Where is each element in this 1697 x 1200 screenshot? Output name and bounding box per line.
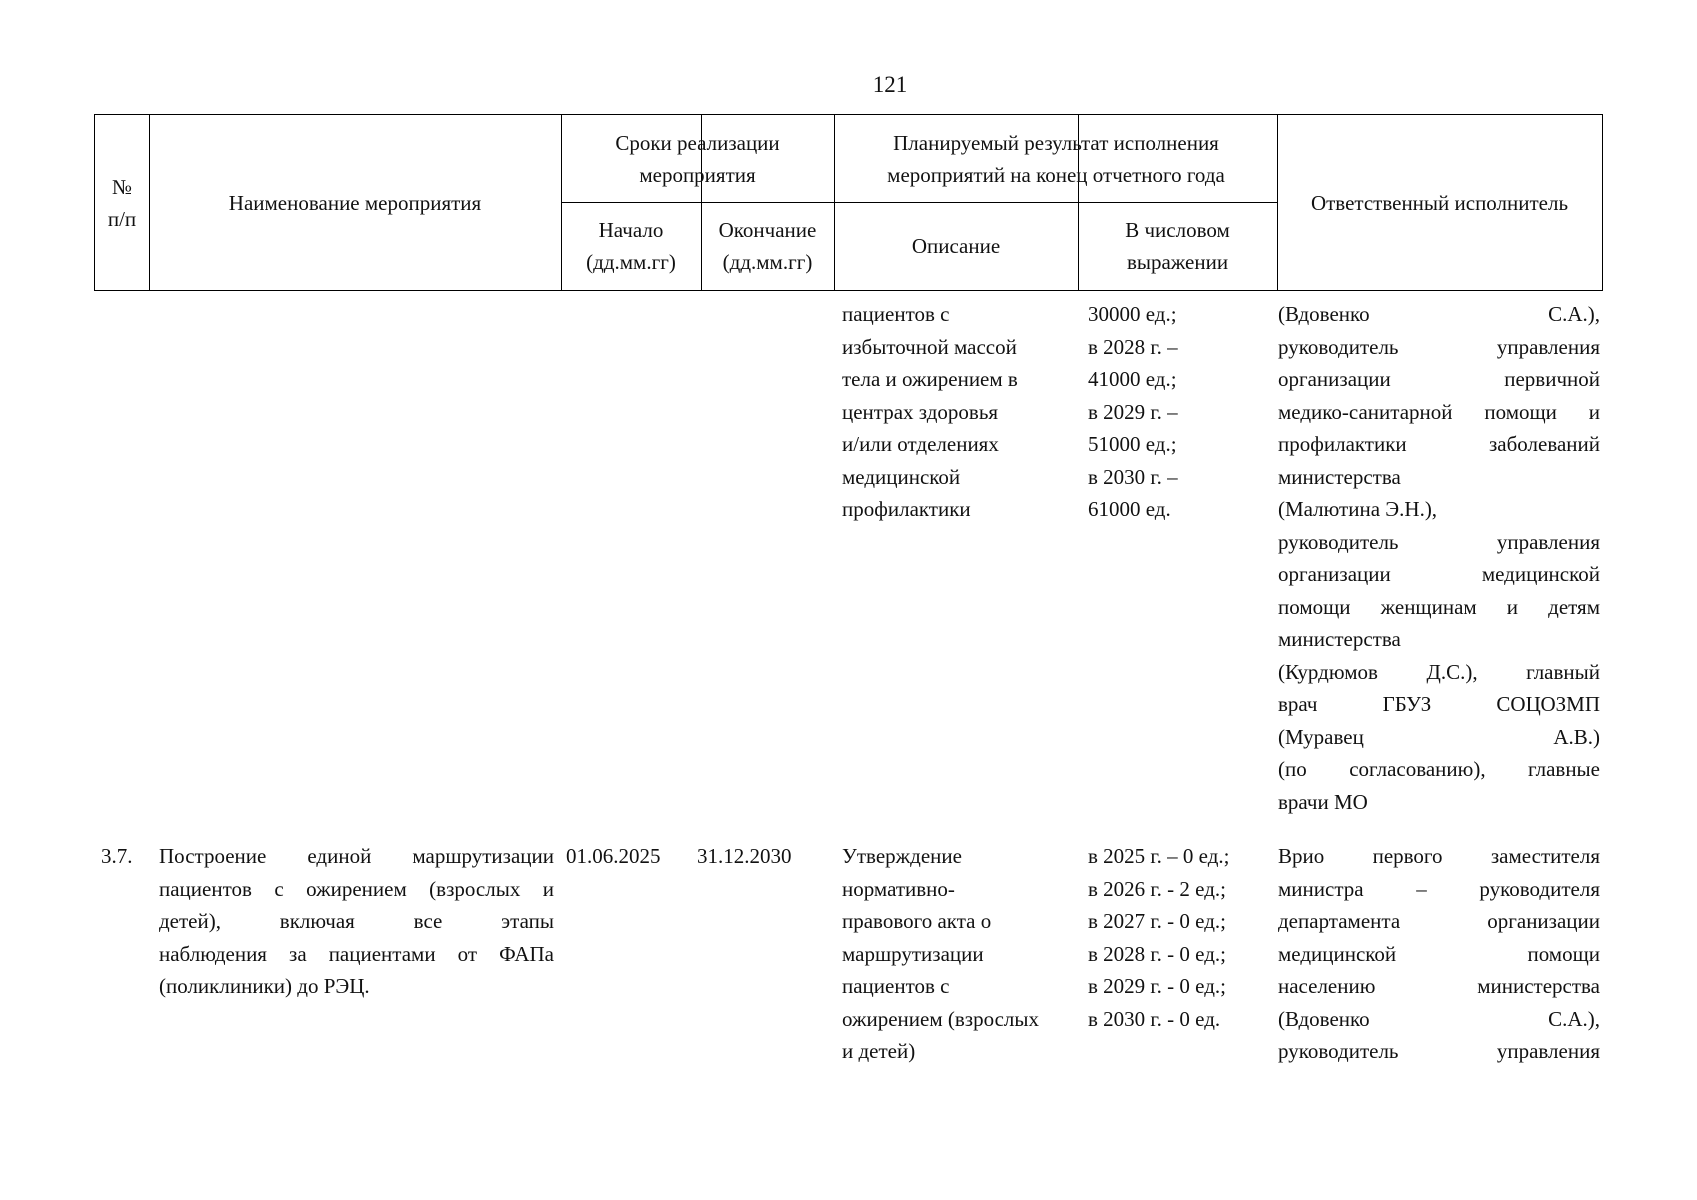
text-line: 30000 ед.;: [1088, 302, 1177, 326]
row-number: 3.7.: [101, 844, 133, 868]
text-line: министерства: [1278, 627, 1401, 651]
header-terms: Сроки реализации мероприятия: [615, 130, 780, 187]
continued-numeric: [1088, 298, 1278, 526]
text-line: медицинской: [842, 464, 961, 489]
text-line: в 2026 г. - 2 ед.;: [1088, 876, 1226, 901]
text-line: профилактики заболеваний: [1278, 432, 1600, 456]
text-line: (поликлиники) до РЭЦ.: [159, 974, 370, 998]
text-line: детей), включая все этапы: [159, 909, 554, 933]
text-line: ожирением (взрослых: [842, 1006, 1040, 1031]
text-line: (Курдюмов Д.С.), главный: [1278, 659, 1600, 684]
text-line: руководитель управления: [1278, 529, 1600, 554]
text-line: Утверждение: [842, 844, 962, 868]
text-line: руководитель управления: [1278, 334, 1600, 359]
text-line: в 2028 г. - 0 ед.;: [1088, 941, 1226, 966]
header-numeric: В числовом выражении: [1125, 218, 1230, 274]
text-line: в 2030 г. - 0 ед.: [1088, 1006, 1221, 1031]
header-result: Планируемый результат исполнения мероприятий на конец отчетного года: [887, 130, 1225, 187]
text-line: маршрутизации: [842, 941, 984, 966]
text-line: организации первичной: [1278, 367, 1600, 391]
text-line: в 2029 г. –: [1088, 399, 1178, 424]
text-line: пациентов с ожирением (взрослых и: [159, 876, 554, 901]
text-line: (Вдовенко С.А.),: [1278, 302, 1600, 326]
page-number: 121: [872, 72, 908, 97]
text-line: избыточной массой: [842, 334, 1017, 359]
text-line: министра – руководителя: [1278, 876, 1600, 901]
text-line: (по согласованию), главные: [1278, 757, 1600, 781]
text-line: в 2025 г. – 0 ед.;: [1088, 844, 1230, 868]
text-line: Построение единой маршрутизации: [159, 844, 554, 868]
header-end: Окончание (дд.мм.гг): [718, 218, 817, 274]
text-line: и детей): [842, 1039, 916, 1063]
header-number: № п/п: [107, 174, 137, 231]
text-line: Врио первого заместителя: [1278, 844, 1600, 868]
text-line: пациентов с: [842, 302, 950, 326]
text-line: руководитель управления: [1278, 1039, 1600, 1063]
header-start: Начало (дд.мм.гг): [586, 218, 676, 274]
text-line: правового акта о: [842, 909, 992, 933]
text-line: министерства: [1278, 464, 1401, 489]
text-line: организации медицинской: [1278, 562, 1600, 586]
table-header: [94, 114, 1603, 291]
text-line: 41000 ед.;: [1088, 367, 1177, 391]
text-line: департамента организации: [1278, 909, 1600, 933]
text-line: тела и ожирением в: [842, 367, 1018, 391]
text-line: (Малютина Э.Н.),: [1278, 497, 1438, 521]
header-description: Описание: [911, 234, 1001, 258]
continued-executor: [1278, 298, 1600, 818]
text-line: в 2029 г. - 0 ед.;: [1088, 974, 1226, 998]
header-name: Наименование мероприятия: [228, 190, 482, 215]
continued-description: [842, 298, 1082, 526]
text-line: нормативно-: [842, 876, 955, 901]
row-numeric: [1088, 840, 1278, 1035]
header-executor: Ответственный исполнитель: [1310, 190, 1569, 215]
text-line: (Вдовенко С.А.),: [1278, 1006, 1600, 1031]
text-line: в 2027 г. - 0 ед.;: [1088, 909, 1226, 933]
text-line: центрах здоровья: [842, 399, 999, 424]
row-name: [159, 840, 554, 1003]
row-start-date: 01.06.2025: [566, 844, 661, 868]
text-line: в 2028 г. –: [1088, 334, 1178, 359]
text-line: профилактики: [842, 497, 971, 521]
text-line: и/или отделениях: [842, 432, 999, 456]
row-description: [842, 840, 1082, 1068]
text-line: врачи МО: [1278, 789, 1368, 814]
row-end-date: 31.12.2030: [697, 844, 792, 868]
text-line: медицинской помощи: [1278, 941, 1600, 966]
text-line: 51000 ед.;: [1088, 432, 1177, 456]
text-line: в 2030 г. –: [1088, 464, 1178, 489]
row-executor: [1278, 840, 1600, 1068]
text-line: медико-санитарной помощи и: [1278, 399, 1600, 424]
text-line: населению министерства: [1278, 974, 1600, 998]
text-line: врач ГБУЗ СОЦОЗМП: [1278, 692, 1600, 716]
text-line: помощи женщинам и детям: [1278, 594, 1600, 619]
text-line: 61000 ед.: [1088, 497, 1171, 521]
text-line: пациентов с: [842, 974, 950, 998]
text-line: (Муравец А.В.): [1278, 724, 1600, 749]
text-line: наблюдения за пациентами от ФАПа: [159, 941, 554, 966]
